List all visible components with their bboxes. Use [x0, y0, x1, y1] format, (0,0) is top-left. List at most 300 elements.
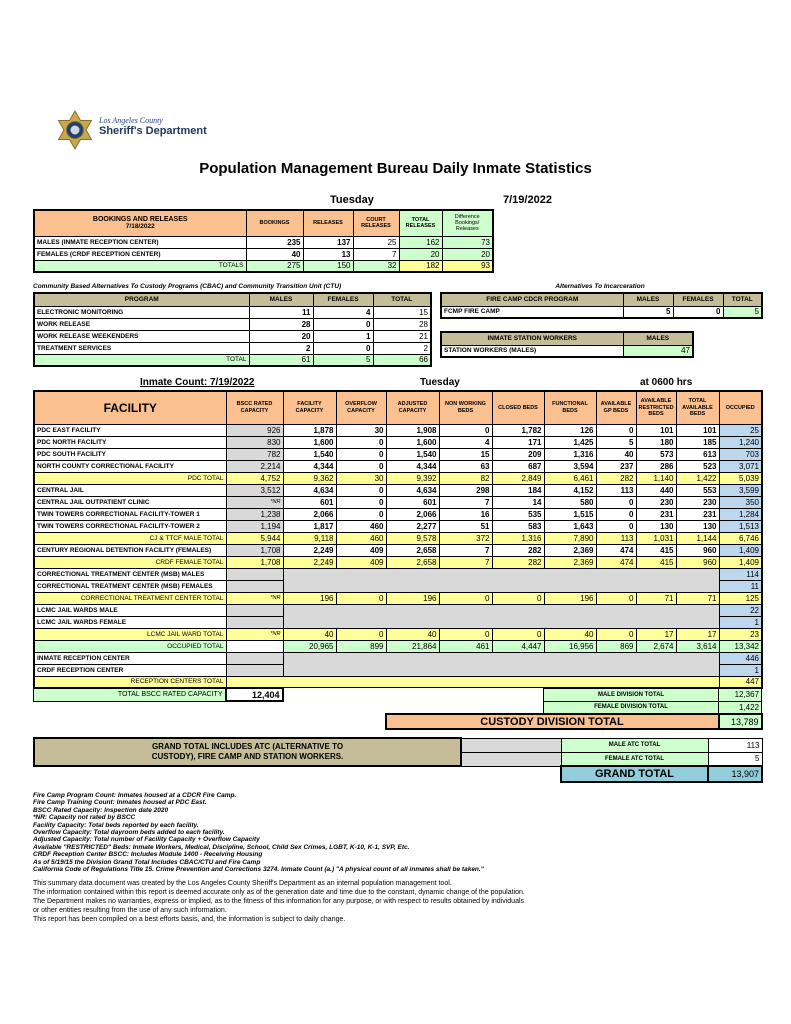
text-line: *NR: Capacity not rated by BSCC [33, 814, 136, 822]
cbac-row [34, 318, 431, 330]
cell: 82 [439, 472, 492, 484]
cell: 11 [249, 306, 313, 318]
cell: 30 [336, 472, 386, 484]
cell: 3,594 [544, 460, 596, 472]
cell: INMATE RECEPTION CENTER [34, 652, 226, 664]
cell: 4,344 [283, 460, 336, 472]
cell: 237 [596, 460, 636, 472]
cell [226, 604, 283, 616]
cell: 150 [303, 260, 353, 272]
disclaimer [33, 879, 773, 924]
col-overflow-capacity: OVERFLOW CAPACITY [336, 391, 386, 424]
text-line: Fire Camp Training Count: Inmates housed at PDC East. [33, 799, 207, 807]
cell: 0 [596, 496, 636, 508]
cell: CORRECTIONAL TREATMENT CENTER (MSB) MALES [34, 568, 226, 580]
cell [226, 580, 283, 592]
col-occupied: OCCUPIED [719, 391, 762, 424]
cell: 32 [353, 260, 399, 272]
cell: 3,599 [719, 484, 762, 496]
cell: 113 [596, 532, 636, 544]
cell: 71 [636, 592, 676, 604]
cell: 180 [636, 436, 676, 448]
inmate-count-row [34, 508, 762, 520]
agency-name-text: Sheriff's Department [99, 125, 207, 137]
cell: 137 [303, 236, 353, 248]
cell: 9,118 [283, 532, 336, 544]
cell: 461 [439, 640, 492, 652]
cell: CENTRAL JAIL OUTPATIENT CLINIC [34, 496, 226, 508]
cell: 0 [439, 592, 492, 604]
inmate-count-row [34, 604, 762, 616]
cell: 415 [636, 544, 676, 556]
cell: 2,066 [386, 508, 439, 520]
cbac-title: Community Based Alternatives To Custody Programs (CBAC) and Community Transition Unit (CTU) [33, 283, 342, 290]
cell: 2,277 [386, 520, 439, 532]
text-line: Fire Camp Program Count: Inmates housed at a CDCR Fire Camp. [33, 792, 237, 799]
cell: 235 [246, 236, 303, 248]
custody-division-total-label: CUSTODY DIVISION TOTAL [386, 714, 719, 729]
cell: 1,316 [544, 448, 596, 460]
cbac-row [34, 306, 431, 318]
col-males: MALES [623, 293, 673, 306]
cell: 298 [439, 484, 492, 496]
fire-camp-row [441, 306, 762, 318]
cell: 17 [676, 628, 719, 640]
cell: 1,708 [226, 556, 283, 568]
inmate-count-caption: Inmate Count: 7/19/2022 [140, 377, 255, 388]
cell: 703 [719, 448, 762, 460]
text-line: The Department makes no warranties, express or implied, as to the fitness of this information for any purpose, or with respect to results obtained by individuals [33, 898, 525, 905]
male-division-total-label: MALE DIVISION TOTAL [544, 688, 719, 701]
cell: 1,908 [386, 424, 439, 436]
inmate-count-row [34, 520, 762, 532]
cell: 182 [399, 260, 442, 272]
cell: 0 [596, 592, 636, 604]
cell: 4,344 [386, 460, 439, 472]
cell: 2,849 [492, 472, 544, 484]
cell: 7 [439, 556, 492, 568]
cell: 230 [636, 496, 676, 508]
row-label: WORK RELEASE [34, 318, 249, 330]
cell: 282 [596, 472, 636, 484]
cell: 553 [676, 484, 719, 496]
cell: PDC EAST FACILITY [34, 424, 226, 436]
cell: 1,600 [386, 436, 439, 448]
cell: 687 [492, 460, 544, 472]
col-adjusted-capacity: ADJUSTED CAPACITY [386, 391, 439, 424]
cell: 5,039 [719, 472, 762, 484]
cell: 1,140 [636, 472, 676, 484]
custody-division-total-value: 13,789 [719, 714, 762, 729]
agency-county-text: Los Angeles County [99, 116, 163, 125]
cell: 460 [336, 520, 386, 532]
cell: 1,540 [283, 448, 336, 460]
cell: 51 [439, 520, 492, 532]
cell: 282 [492, 556, 544, 568]
col-court-releases: COURT RELEASES [353, 210, 399, 236]
inmate-count-row [34, 592, 762, 604]
report-date: 7/19/2022 [503, 194, 552, 206]
cell: 1,600 [283, 436, 336, 448]
text-line: This report has been compiled on a best efforts basis, and, the information is subject to daily change. [33, 916, 346, 923]
cbac-totals-row [34, 354, 431, 366]
cell: 2,249 [283, 544, 336, 556]
cell: 0 [673, 306, 723, 318]
cell: 5 [723, 306, 762, 318]
cell: 2,369 [544, 544, 596, 556]
col-males: MALES [623, 332, 693, 345]
cell: 1,422 [676, 472, 719, 484]
cell: 47 [623, 345, 693, 357]
row-label: ELECTRONIC MONITORING [34, 306, 249, 318]
text-line: CRDF Reception Center BSCC: Includes Module 1400 - Receiving Housing [33, 851, 263, 859]
cell: 4,634 [283, 484, 336, 496]
cell: PDC TOTAL [34, 472, 226, 484]
cell: 17 [636, 628, 676, 640]
cell: 447 [719, 676, 762, 688]
cell: 9,578 [386, 532, 439, 544]
cbac-row [34, 330, 431, 342]
inmate-count-row [34, 556, 762, 568]
cell: 1,643 [544, 520, 596, 532]
cell: 1 [313, 330, 373, 342]
row-label: TREATMENT SERVICES [34, 342, 249, 354]
spacer [34, 701, 544, 714]
cell: *NR [226, 628, 283, 640]
inmate-count-row [34, 640, 762, 652]
cell: 601 [386, 496, 439, 508]
cell: 40 [544, 628, 596, 640]
female-atc-total-value: 5 [708, 752, 762, 766]
fire-camp-table [440, 292, 763, 319]
col-available-gp-beds: AVAILABLE GP BEDS [596, 391, 636, 424]
inmate-count-row [34, 532, 762, 544]
col-facility-capacity: FACILITY CAPACITY [283, 391, 336, 424]
cell: TWIN TOWERS CORRECTIONAL FACILITY-TOWER 1 [34, 508, 226, 520]
cell: 782 [226, 448, 283, 460]
inmate-count-row [34, 628, 762, 640]
spacer [34, 714, 386, 729]
cell: 1 [719, 616, 762, 628]
cell: 11 [719, 580, 762, 592]
cell: 25 [719, 424, 762, 436]
text-line: As of 5/19/15 the Division Grand Total Includes CBAC/CTU and Fire Camp [33, 858, 261, 866]
cell: 1,031 [636, 532, 676, 544]
inmate-count-table [33, 390, 763, 689]
cell: 7 [353, 248, 399, 260]
inmate-count-row [34, 424, 762, 436]
text-line: Facility Capacity: Total beds reported by each facility. [33, 821, 199, 829]
cell: 71 [676, 592, 719, 604]
row-label: FCMP FIRE CAMP [441, 306, 623, 318]
col-program: PROGRAM [34, 293, 249, 306]
cell: CJ & TTCF MALE TOTAL [34, 532, 226, 544]
female-division-total-label: FEMALE DIVISION TOTAL [544, 701, 719, 714]
bookings-date: 7/18/2022 [125, 223, 155, 231]
cell [226, 652, 283, 664]
bookings-releases-table [33, 209, 494, 273]
cell: *NR [226, 496, 283, 508]
row-label: TOTALS [34, 260, 246, 272]
report-day: Tuesday [330, 194, 374, 206]
cell: 4,152 [544, 484, 596, 496]
cell: 6,746 [719, 532, 762, 544]
cbac-table [33, 292, 432, 367]
cell: 63 [439, 460, 492, 472]
cell: 2,214 [226, 460, 283, 472]
cell: 231 [676, 508, 719, 520]
cell: CRDF FEMALE TOTAL [34, 556, 226, 568]
text-line: or other entities resulting from the use of any such information. [33, 907, 227, 914]
grand-total-note-line2: CUSTODY), FIRE CAMP AND STATION WORKERS. [151, 752, 344, 761]
cell: 28 [249, 318, 313, 330]
cell: 0 [596, 520, 636, 532]
cell: 0 [596, 508, 636, 520]
cell [283, 568, 719, 592]
grand-total-table [33, 737, 763, 783]
cell: 474 [596, 544, 636, 556]
cell [226, 616, 283, 628]
row-label: FEMALES (CRDF RECEPTION CENTER) [34, 248, 246, 260]
text-line: Available "RESTRICTED" Beds: Inmate Workers, Medical, Discipline, School, Child Sex Crimes, LGBT, K-10, K-1, SVP, Etc. [33, 843, 410, 851]
cell: 101 [636, 424, 676, 436]
inmate-count-row [34, 460, 762, 472]
cell: CENTRAL JAIL [34, 484, 226, 496]
cell: 535 [492, 508, 544, 520]
cell: 409 [336, 544, 386, 556]
col-available-restricted-beds: AVAILABLE RESTRICTED BEDS [636, 391, 676, 424]
cell: 1,144 [676, 532, 719, 544]
cell: 4,447 [492, 640, 544, 652]
text-line: California Code of Regulations Title 15. Crime Prevention and Corrections 3274. Inmate Count (a.) "A physical count of all inmates shall be taken." [33, 866, 484, 874]
female-division-total-value: 1,422 [719, 701, 762, 714]
cell: 14 [492, 496, 544, 508]
col-females: FEMALES [313, 293, 373, 306]
cell: 4,634 [386, 484, 439, 496]
cell: 171 [492, 436, 544, 448]
text-line: Adjusted Capacity: Total number of Facility Capacity + Overflow Capacity [33, 836, 260, 844]
inmate-count-day: Tuesday [420, 377, 460, 388]
cell: 66 [373, 354, 431, 366]
col-releases: RELEASES [303, 210, 353, 236]
cell: 6,461 [544, 472, 596, 484]
cell: *NR [226, 592, 283, 604]
grand-total-label: GRAND TOTAL [561, 766, 708, 782]
grand-total-note [34, 738, 461, 766]
cell: 0 [439, 424, 492, 436]
cell: 523 [676, 460, 719, 472]
cell: 474 [596, 556, 636, 568]
cell: 415 [636, 556, 676, 568]
cell: 2,658 [386, 544, 439, 556]
footnotes [33, 792, 753, 873]
page-title: Population Management Bureau Daily Inmate Statistics [199, 160, 592, 177]
cell: 1,708 [226, 544, 283, 556]
cell: 1,782 [492, 424, 544, 436]
inmate-count-row [34, 496, 762, 508]
cell: 113 [596, 484, 636, 496]
cell: 460 [336, 532, 386, 544]
bscc-total-label: TOTAL BSCC RATED CAPACITY [34, 688, 226, 701]
bookings-row-males [34, 236, 493, 248]
cell [226, 640, 283, 652]
cell: 20 [249, 330, 313, 342]
cell: 0 [492, 628, 544, 640]
row-label: MALES (INMATE RECEPTION CENTER) [34, 236, 246, 248]
cell: 2,249 [283, 556, 336, 568]
cell: 130 [636, 520, 676, 532]
cell: 1,409 [719, 556, 762, 568]
cell: 101 [676, 424, 719, 436]
spacer [283, 688, 544, 701]
cell: RECEPTION CENTERS TOTAL [34, 676, 226, 688]
cell: 0 [336, 628, 386, 640]
cell: 1,817 [283, 520, 336, 532]
cell: 30 [336, 424, 386, 436]
text-line: BSCC Rated Capacity: Inspection date 2020 [33, 806, 169, 814]
male-atc-total-label: MALE ATC TOTAL [561, 738, 708, 752]
cell: CORRECTIONAL TREATMENT CENTER TOTAL [34, 592, 226, 604]
spacer [34, 766, 561, 782]
cell: OCCUPIED TOTAL [34, 640, 226, 652]
cell: 7 [439, 544, 492, 556]
cell: CORRECTIONAL TREATMENT CENTER (MSB) FEMALES [34, 580, 226, 592]
cell: 4 [313, 306, 373, 318]
cell: 0 [596, 424, 636, 436]
cell: 61 [249, 354, 313, 366]
cell: 16,956 [544, 640, 596, 652]
cell: 1,425 [544, 436, 596, 448]
cell: 350 [719, 496, 762, 508]
col-difference: Difference Bookings/ Releases [442, 210, 493, 236]
cell: 275 [246, 260, 303, 272]
bookings-title: BOOKINGS AND RELEASES [92, 216, 188, 224]
cell: 0 [596, 628, 636, 640]
cell: 1,316 [492, 532, 544, 544]
col-females: FEMALES [673, 293, 723, 306]
cell: 0 [492, 592, 544, 604]
inmate-count-row [34, 448, 762, 460]
cell: LCMC JAIL WARDS MALE [34, 604, 226, 616]
cell: LCMC JAIL WARDS FEMALE [34, 616, 226, 628]
cell: 230 [676, 496, 719, 508]
cell: 1,540 [386, 448, 439, 460]
cell: 9,362 [283, 472, 336, 484]
cell: 0 [313, 342, 373, 354]
inmate-count-time: at 0600 hrs [640, 377, 693, 388]
inmate-count-row [34, 436, 762, 448]
cell: 2,658 [386, 556, 439, 568]
bookings-totals-row [34, 260, 493, 272]
spacer-cell [461, 752, 561, 766]
cell: 20,965 [283, 640, 336, 652]
cell: 960 [676, 544, 719, 556]
cell: 125 [719, 592, 762, 604]
spacer-cell [461, 738, 561, 752]
cell: 16 [439, 508, 492, 520]
cell: 2 [249, 342, 313, 354]
cell: 580 [544, 496, 596, 508]
cell: 573 [636, 448, 676, 460]
cell: PDC SOUTH FACILITY [34, 448, 226, 460]
col-total-releases: TOTAL RELEASES [399, 210, 442, 236]
cell: 0 [336, 484, 386, 496]
cell: 1,513 [719, 520, 762, 532]
cell: 2,674 [636, 640, 676, 652]
cell: 13,342 [719, 640, 762, 652]
cell: 21 [373, 330, 431, 342]
cell: 5 [623, 306, 673, 318]
cell: 40 [596, 448, 636, 460]
grand-total-note-line1: GRAND TOTAL INCLUDES ATC (ALTERNATIVE TO [151, 741, 344, 751]
text-line: The information contained within this report is deemed accurate only as of the generation date and time due to the constant, dynamic change of the population. [33, 889, 525, 896]
cell: 23 [719, 628, 762, 640]
col-total: TOTAL [373, 293, 431, 306]
cell: 15 [439, 448, 492, 460]
bookings-row-females [34, 248, 493, 260]
cell: 0 [336, 436, 386, 448]
cell: 25 [353, 236, 399, 248]
cell: 20 [442, 248, 493, 260]
inmate-count-row [34, 484, 762, 496]
cell: 126 [544, 424, 596, 436]
col-total: TOTAL [723, 293, 762, 306]
cell: 286 [636, 460, 676, 472]
male-atc-total-value: 113 [708, 738, 762, 752]
cell: 5 [596, 436, 636, 448]
cell: 5,944 [226, 532, 283, 544]
cell: 0 [336, 496, 386, 508]
cell: 40 [283, 628, 336, 640]
cell: 114 [719, 568, 762, 580]
inmate-count-row [34, 652, 762, 664]
cell: 40 [246, 248, 303, 260]
cell: 0 [336, 592, 386, 604]
cell: LCMC JAIL WARD TOTAL [34, 628, 226, 640]
cell: 601 [283, 496, 336, 508]
col-bscc-rated-capacity: BSCC RATED CAPACITY [226, 391, 283, 424]
cell: 185 [676, 436, 719, 448]
cell: 960 [676, 556, 719, 568]
cell: 7,890 [544, 532, 596, 544]
cell: 409 [336, 556, 386, 568]
cell: NORTH COUNTY CORRECTIONAL FACILITY [34, 460, 226, 472]
cell: 899 [336, 640, 386, 652]
cell: 4 [439, 436, 492, 448]
col-functional-beds: FUNCTIONAL BEDS [544, 391, 596, 424]
cell: 209 [492, 448, 544, 460]
cell: 93 [442, 260, 493, 272]
inmate-count-row [34, 472, 762, 484]
cell: 28 [373, 318, 431, 330]
text-line: Overflow Capacity: Total dayroom beds added to each facility. [33, 829, 225, 837]
cell: 40 [386, 628, 439, 640]
col-non-working-beds: NON WORKING BEDS [439, 391, 492, 424]
cell: 7 [439, 496, 492, 508]
col-males: MALES [249, 293, 313, 306]
cell: 1,240 [719, 436, 762, 448]
cell: 1,515 [544, 508, 596, 520]
cell: 22 [719, 604, 762, 616]
cell: 15 [373, 306, 431, 318]
cell: 9,392 [386, 472, 439, 484]
col-station-workers: INMATE STATION WORKERS [441, 332, 623, 345]
col-bookings: BOOKINGS [246, 210, 303, 236]
cell: 2,066 [283, 508, 336, 520]
cell: 3,614 [676, 640, 719, 652]
inmate-count-table-body [34, 424, 762, 688]
cell: 613 [676, 448, 719, 460]
